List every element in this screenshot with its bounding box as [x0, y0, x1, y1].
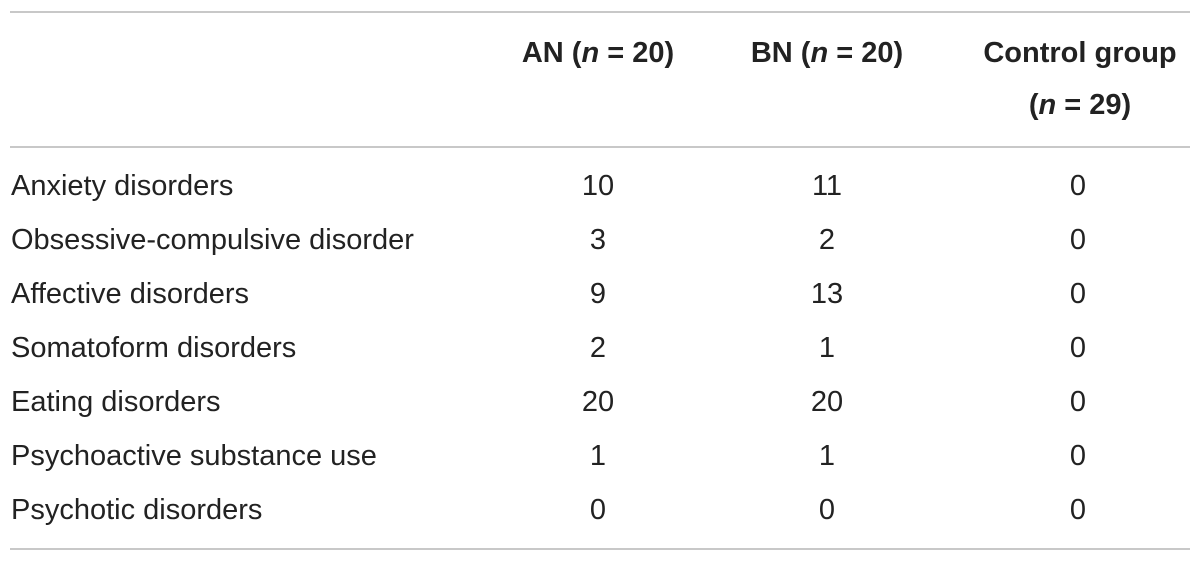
- table-bottom-rule: [10, 548, 1190, 550]
- cell-an: 9: [589, 278, 607, 310]
- cell-bn: 0: [818, 494, 836, 526]
- row-label: Eating disorders: [11, 386, 221, 418]
- row-label: Psychotic disorders: [11, 494, 263, 526]
- cell-an: 2: [589, 332, 607, 364]
- cell-control: 0: [1069, 224, 1087, 256]
- column-header-an: AN (n = 20): [521, 37, 675, 69]
- table-row: [0, 321, 1200, 375]
- cell-bn: 1: [818, 332, 836, 364]
- row-label: Obsessive-compulsive disorder: [11, 224, 414, 256]
- table-row: [0, 159, 1200, 213]
- cell-an: 10: [581, 170, 615, 202]
- cell-an: 20: [581, 386, 615, 418]
- cell-control: 0: [1069, 494, 1087, 526]
- cell-an: 1: [589, 440, 607, 472]
- cell-bn: 20: [810, 386, 844, 418]
- cell-bn: 1: [818, 440, 836, 472]
- table-header-rule: [10, 146, 1190, 148]
- column-header-control-line1: Control group: [983, 37, 1177, 69]
- cell-bn: 11: [811, 170, 843, 202]
- table-row: [0, 375, 1200, 429]
- table-row: [0, 429, 1200, 483]
- row-label: Anxiety disorders: [11, 170, 234, 202]
- table-row: [0, 483, 1200, 537]
- row-label: Psychoactive substance use: [11, 440, 377, 472]
- cell-an: 0: [589, 494, 607, 526]
- column-header-control-line2: (n = 29): [1028, 89, 1132, 121]
- table-top-rule: [10, 11, 1190, 13]
- cell-control: 0: [1069, 386, 1087, 418]
- table-row: [0, 213, 1200, 267]
- row-label: Affective disorders: [11, 278, 250, 310]
- row-label: Somatoform disorders: [11, 332, 297, 364]
- cell-bn: 2: [818, 224, 836, 256]
- column-header-bn: BN (n = 20): [750, 37, 904, 69]
- column-header-control: [965, 27, 1195, 131]
- cell-control: 0: [1069, 278, 1087, 310]
- cell-control: 0: [1069, 440, 1087, 472]
- cell-control: 0: [1069, 332, 1087, 364]
- table-row: [0, 267, 1200, 321]
- cell-an: 3: [589, 224, 607, 256]
- cell-control: 0: [1069, 170, 1087, 202]
- cell-bn: 13: [810, 278, 844, 310]
